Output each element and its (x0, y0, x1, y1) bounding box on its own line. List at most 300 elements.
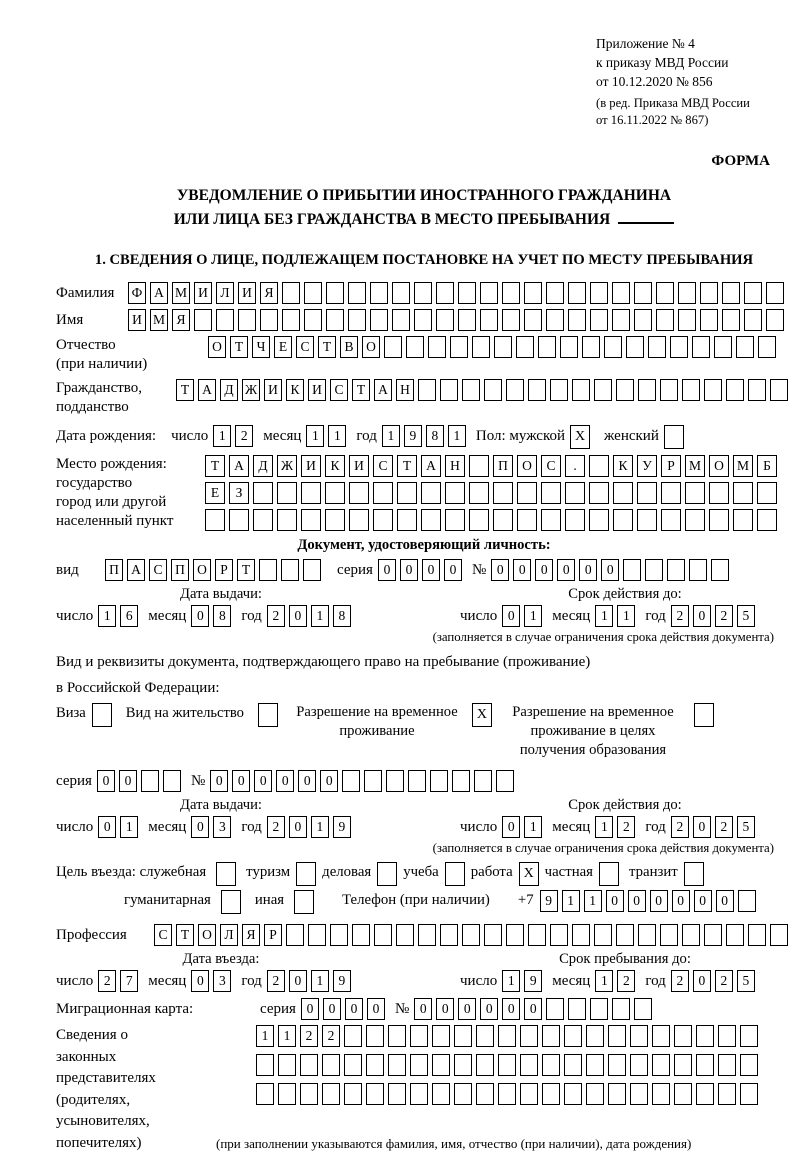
char-box[interactable] (590, 998, 608, 1020)
char-box[interactable] (410, 1083, 428, 1105)
char-box[interactable] (670, 336, 688, 358)
char-box[interactable] (229, 509, 249, 531)
char-box[interactable] (205, 509, 225, 531)
char-box[interactable]: А (127, 559, 145, 581)
char-box[interactable] (476, 1054, 494, 1076)
char-box[interactable]: Н (396, 379, 414, 401)
char-box[interactable]: П (493, 455, 513, 477)
char-box[interactable]: 1 (306, 425, 324, 447)
char-box[interactable] (685, 482, 705, 504)
char-box[interactable] (141, 770, 159, 792)
char-box[interactable]: 1 (311, 605, 329, 627)
char-box[interactable] (726, 924, 744, 946)
char-box[interactable]: О (362, 336, 380, 358)
char-box[interactable]: А (198, 379, 216, 401)
char-box[interactable] (550, 379, 568, 401)
char-box[interactable]: 0 (628, 890, 646, 912)
char-box[interactable] (493, 509, 513, 531)
char-box[interactable]: 0 (254, 770, 272, 792)
char-box[interactable]: С (330, 379, 348, 401)
char-box[interactable] (660, 924, 678, 946)
char-box[interactable] (253, 482, 273, 504)
char-box[interactable] (748, 924, 766, 946)
char-box[interactable]: 9 (540, 890, 558, 912)
char-box[interactable] (652, 1054, 670, 1076)
char-box[interactable] (714, 336, 732, 358)
char-box[interactable] (282, 309, 300, 331)
char-box[interactable] (696, 1025, 714, 1047)
char-box[interactable] (733, 482, 753, 504)
char-box[interactable]: 2 (715, 970, 733, 992)
char-box[interactable]: С (154, 924, 172, 946)
char-box[interactable] (388, 1025, 406, 1047)
char-box[interactable] (462, 924, 480, 946)
char-box[interactable] (586, 1054, 604, 1076)
char-box[interactable]: Т (230, 336, 248, 358)
char-box[interactable] (541, 482, 561, 504)
char-box[interactable] (757, 509, 777, 531)
char-box[interactable]: Р (661, 455, 681, 477)
char-box[interactable]: 0 (444, 559, 462, 581)
char-box[interactable]: Н (445, 455, 465, 477)
char-box[interactable] (428, 336, 446, 358)
char-box[interactable]: О (208, 336, 226, 358)
char-box[interactable]: 2 (322, 1025, 340, 1047)
char-box[interactable]: 0 (606, 890, 624, 912)
char-box[interactable] (286, 924, 304, 946)
char-box[interactable] (652, 1025, 670, 1047)
char-box[interactable] (494, 336, 512, 358)
char-box[interactable] (259, 559, 277, 581)
char-box[interactable] (370, 309, 388, 331)
char-box[interactable] (440, 379, 458, 401)
char-box[interactable]: 2 (671, 970, 689, 992)
char-box[interactable]: 0 (191, 970, 209, 992)
char-box[interactable]: 0 (579, 559, 597, 581)
char-box[interactable] (163, 770, 181, 792)
char-box[interactable]: 0 (650, 890, 668, 912)
char-box[interactable] (538, 336, 556, 358)
char-box[interactable]: 0 (400, 559, 418, 581)
char-box[interactable]: 0 (414, 998, 432, 1020)
char-box[interactable]: П (171, 559, 189, 581)
char-box[interactable] (520, 1083, 538, 1105)
char-box[interactable] (692, 336, 710, 358)
char-box[interactable] (604, 336, 622, 358)
char-box[interactable] (517, 482, 537, 504)
char-box[interactable] (260, 309, 278, 331)
char-box[interactable]: 0 (535, 559, 553, 581)
char-box[interactable] (373, 482, 393, 504)
char-box[interactable]: 1 (502, 970, 520, 992)
char-box[interactable] (445, 482, 465, 504)
char-box[interactable] (722, 309, 740, 331)
char-box[interactable] (300, 1083, 318, 1105)
char-box[interactable]: 0 (513, 559, 531, 581)
char-box[interactable] (278, 1054, 296, 1076)
char-box[interactable]: У (637, 455, 657, 477)
char-box[interactable] (221, 890, 241, 914)
char-box[interactable] (301, 482, 321, 504)
char-box[interactable] (300, 1054, 318, 1076)
char-box[interactable]: 0 (693, 970, 711, 992)
char-box[interactable] (696, 1054, 714, 1076)
char-box[interactable] (711, 559, 729, 581)
char-box[interactable] (623, 559, 641, 581)
char-box[interactable]: Т (352, 379, 370, 401)
char-box[interactable] (304, 282, 322, 304)
char-box[interactable]: 1 (595, 970, 613, 992)
char-box[interactable]: 5 (737, 970, 755, 992)
char-box[interactable] (377, 862, 397, 886)
char-box[interactable] (645, 559, 663, 581)
char-box[interactable] (546, 309, 564, 331)
char-box[interactable] (648, 336, 666, 358)
char-box[interactable] (564, 1025, 582, 1047)
char-box[interactable] (502, 282, 520, 304)
char-box[interactable]: И (238, 282, 256, 304)
char-box[interactable] (586, 1083, 604, 1105)
char-box[interactable]: 1 (278, 1025, 296, 1047)
char-box[interactable] (740, 1025, 758, 1047)
char-box[interactable]: 6 (120, 605, 138, 627)
char-box[interactable]: 0 (502, 816, 520, 838)
char-box[interactable] (718, 1083, 736, 1105)
char-box[interactable]: 0 (276, 770, 294, 792)
char-box[interactable]: К (286, 379, 304, 401)
char-box[interactable]: 5 (737, 816, 755, 838)
char-box[interactable] (770, 924, 788, 946)
char-box[interactable]: 2 (267, 605, 285, 627)
char-box[interactable]: Я (172, 309, 190, 331)
char-box[interactable]: С (296, 336, 314, 358)
char-box[interactable] (661, 482, 681, 504)
char-box[interactable] (418, 924, 436, 946)
char-box[interactable]: 0 (378, 559, 396, 581)
char-box[interactable] (303, 559, 321, 581)
char-box[interactable] (370, 282, 388, 304)
char-box[interactable] (344, 1025, 362, 1047)
char-box[interactable]: Ж (242, 379, 260, 401)
char-box[interactable]: 1 (584, 890, 602, 912)
char-box[interactable]: О (517, 455, 537, 477)
char-box[interactable] (564, 1083, 582, 1105)
char-box[interactable] (546, 998, 564, 1020)
char-box[interactable] (638, 379, 656, 401)
char-box[interactable]: 0 (694, 890, 712, 912)
char-box[interactable] (308, 924, 326, 946)
char-box[interactable]: Т (176, 924, 194, 946)
char-box[interactable] (330, 924, 348, 946)
char-box[interactable] (436, 282, 454, 304)
char-box[interactable] (493, 482, 513, 504)
char-box[interactable] (392, 309, 410, 331)
char-box[interactable] (392, 282, 410, 304)
char-box[interactable] (472, 336, 490, 358)
char-box[interactable] (469, 509, 489, 531)
char-box[interactable]: К (613, 455, 633, 477)
char-box[interactable]: X (519, 862, 539, 886)
char-box[interactable]: Л (216, 282, 234, 304)
char-box[interactable] (613, 482, 633, 504)
char-box[interactable] (589, 509, 609, 531)
char-box[interactable] (744, 282, 762, 304)
char-box[interactable] (616, 379, 634, 401)
char-box[interactable] (634, 309, 652, 331)
char-box[interactable]: И (349, 455, 369, 477)
char-box[interactable] (421, 509, 441, 531)
char-box[interactable] (388, 1054, 406, 1076)
char-box[interactable] (740, 1083, 758, 1105)
char-box[interactable]: И (194, 282, 212, 304)
char-box[interactable]: 0 (232, 770, 250, 792)
char-box[interactable]: Т (397, 455, 417, 477)
char-box[interactable] (684, 862, 704, 886)
char-box[interactable] (498, 1025, 516, 1047)
char-box[interactable] (541, 509, 561, 531)
char-box[interactable]: 1 (120, 816, 138, 838)
char-box[interactable] (342, 770, 360, 792)
char-box[interactable] (408, 770, 426, 792)
char-box[interactable] (421, 482, 441, 504)
char-box[interactable] (384, 336, 402, 358)
char-box[interactable] (520, 1025, 538, 1047)
char-box[interactable] (436, 309, 454, 331)
char-box[interactable] (733, 509, 753, 531)
char-box[interactable] (656, 309, 674, 331)
char-box[interactable] (612, 998, 630, 1020)
char-box[interactable]: 0 (301, 998, 319, 1020)
char-box[interactable] (253, 509, 273, 531)
char-box[interactable] (685, 509, 705, 531)
char-box[interactable]: 0 (491, 559, 509, 581)
char-box[interactable]: 1 (213, 425, 231, 447)
char-box[interactable] (349, 482, 369, 504)
char-box[interactable] (616, 924, 634, 946)
char-box[interactable]: 0 (672, 890, 690, 912)
char-box[interactable] (682, 924, 700, 946)
char-box[interactable]: 0 (320, 770, 338, 792)
char-box[interactable]: М (150, 309, 168, 331)
char-box[interactable]: 0 (502, 605, 520, 627)
char-box[interactable]: С (149, 559, 167, 581)
char-box[interactable] (704, 379, 722, 401)
char-box[interactable] (366, 1025, 384, 1047)
char-box[interactable] (634, 998, 652, 1020)
char-box[interactable]: А (150, 282, 168, 304)
char-box[interactable] (480, 309, 498, 331)
char-box[interactable] (599, 862, 619, 886)
char-box[interactable]: 2 (671, 605, 689, 627)
char-box[interactable] (418, 379, 436, 401)
char-box[interactable]: 0 (693, 816, 711, 838)
char-box[interactable] (528, 379, 546, 401)
char-box[interactable]: О (193, 559, 211, 581)
char-box[interactable] (652, 1083, 670, 1105)
char-box[interactable] (373, 509, 393, 531)
char-box[interactable] (454, 1025, 472, 1047)
char-box[interactable]: 9 (333, 816, 351, 838)
char-box[interactable] (589, 455, 609, 477)
char-box[interactable] (594, 924, 612, 946)
char-box[interactable] (414, 309, 432, 331)
char-box[interactable] (484, 379, 502, 401)
char-box[interactable] (674, 1054, 692, 1076)
char-box[interactable] (674, 1083, 692, 1105)
char-box[interactable] (281, 559, 299, 581)
char-box[interactable]: 0 (502, 998, 520, 1020)
char-box[interactable] (506, 379, 524, 401)
char-box[interactable]: П (105, 559, 123, 581)
char-box[interactable] (476, 1025, 494, 1047)
char-box[interactable]: 0 (191, 816, 209, 838)
char-box[interactable]: Т (318, 336, 336, 358)
char-box[interactable]: X (472, 703, 492, 727)
char-box[interactable] (674, 1025, 692, 1047)
char-box[interactable] (238, 309, 256, 331)
char-box[interactable]: А (374, 379, 392, 401)
char-box[interactable] (738, 890, 756, 912)
char-box[interactable] (542, 1054, 560, 1076)
char-box[interactable]: 2 (98, 970, 116, 992)
char-box[interactable] (700, 282, 718, 304)
char-box[interactable] (349, 509, 369, 531)
char-box[interactable] (432, 1054, 450, 1076)
char-box[interactable] (740, 1054, 758, 1076)
char-box[interactable] (296, 862, 316, 886)
char-box[interactable]: Е (274, 336, 292, 358)
char-box[interactable] (572, 924, 590, 946)
char-box[interactable] (469, 455, 489, 477)
char-box[interactable] (326, 309, 344, 331)
char-box[interactable] (560, 336, 578, 358)
char-box[interactable] (568, 998, 586, 1020)
char-box[interactable] (506, 924, 524, 946)
char-box[interactable]: 0 (323, 998, 341, 1020)
char-box[interactable]: . (565, 455, 585, 477)
char-box[interactable] (325, 482, 345, 504)
char-box[interactable]: 0 (191, 605, 209, 627)
char-box[interactable] (612, 309, 630, 331)
char-box[interactable]: 0 (458, 998, 476, 1020)
char-box[interactable]: О (198, 924, 216, 946)
char-box[interactable]: 0 (98, 816, 116, 838)
char-box[interactable] (480, 282, 498, 304)
char-box[interactable] (374, 924, 392, 946)
char-box[interactable] (550, 924, 568, 946)
char-box[interactable]: 1 (595, 605, 613, 627)
char-box[interactable] (322, 1083, 340, 1105)
char-box[interactable]: 2 (267, 970, 285, 992)
char-box[interactable] (744, 309, 762, 331)
char-box[interactable] (637, 509, 657, 531)
char-box[interactable] (277, 509, 297, 531)
char-box[interactable] (694, 703, 714, 727)
char-box[interactable]: 0 (119, 770, 137, 792)
char-box[interactable] (520, 1054, 538, 1076)
char-box[interactable] (344, 1054, 362, 1076)
char-box[interactable]: С (373, 455, 393, 477)
char-box[interactable] (524, 309, 542, 331)
char-box[interactable] (469, 482, 489, 504)
char-box[interactable]: 0 (557, 559, 575, 581)
char-box[interactable]: 8 (426, 425, 444, 447)
char-box[interactable]: 2 (235, 425, 253, 447)
char-box[interactable]: 8 (213, 605, 231, 627)
char-box[interactable] (678, 282, 696, 304)
char-box[interactable] (282, 282, 300, 304)
char-box[interactable]: 9 (333, 970, 351, 992)
char-box[interactable]: 0 (480, 998, 498, 1020)
char-box[interactable] (516, 336, 534, 358)
char-box[interactable] (517, 509, 537, 531)
char-box[interactable] (758, 336, 776, 358)
char-box[interactable]: И (128, 309, 146, 331)
char-box[interactable]: 0 (367, 998, 385, 1020)
char-box[interactable]: 0 (97, 770, 115, 792)
char-box[interactable]: М (172, 282, 190, 304)
char-box[interactable] (612, 282, 630, 304)
char-box[interactable] (630, 1054, 648, 1076)
char-box[interactable] (216, 862, 236, 886)
char-box[interactable] (366, 1054, 384, 1076)
char-box[interactable] (458, 282, 476, 304)
char-box[interactable]: М (685, 455, 705, 477)
char-box[interactable] (278, 1083, 296, 1105)
char-box[interactable] (348, 282, 366, 304)
char-box[interactable] (594, 379, 612, 401)
char-box[interactable] (406, 336, 424, 358)
char-box[interactable]: 1 (448, 425, 466, 447)
char-box[interactable] (656, 282, 674, 304)
char-box[interactable]: 0 (345, 998, 363, 1020)
char-box[interactable]: 1 (524, 816, 542, 838)
char-box[interactable]: О (709, 455, 729, 477)
char-box[interactable] (256, 1083, 274, 1105)
char-box[interactable]: Ф (128, 282, 146, 304)
char-box[interactable]: 1 (562, 890, 580, 912)
char-box[interactable] (722, 282, 740, 304)
char-box[interactable] (396, 924, 414, 946)
char-box[interactable]: 2 (617, 970, 635, 992)
char-box[interactable] (709, 509, 729, 531)
char-box[interactable]: 1 (524, 605, 542, 627)
char-box[interactable]: 0 (289, 816, 307, 838)
char-box[interactable] (352, 924, 370, 946)
char-box[interactable]: 1 (311, 970, 329, 992)
char-box[interactable]: И (308, 379, 326, 401)
char-box[interactable]: 1 (328, 425, 346, 447)
char-box[interactable] (582, 336, 600, 358)
char-box[interactable] (572, 379, 590, 401)
char-box[interactable] (696, 1083, 714, 1105)
char-box[interactable] (322, 1054, 340, 1076)
char-box[interactable]: 0 (210, 770, 228, 792)
char-box[interactable] (660, 379, 678, 401)
char-box[interactable] (410, 1025, 428, 1047)
char-box[interactable] (630, 1025, 648, 1047)
char-box[interactable] (568, 309, 586, 331)
char-box[interactable] (613, 509, 633, 531)
char-box[interactable]: Л (220, 924, 238, 946)
char-box[interactable] (410, 1054, 428, 1076)
char-box[interactable]: 8 (333, 605, 351, 627)
char-box[interactable] (445, 862, 465, 886)
char-box[interactable]: 3 (213, 970, 231, 992)
char-box[interactable] (546, 282, 564, 304)
char-box[interactable] (430, 770, 448, 792)
char-box[interactable] (757, 482, 777, 504)
